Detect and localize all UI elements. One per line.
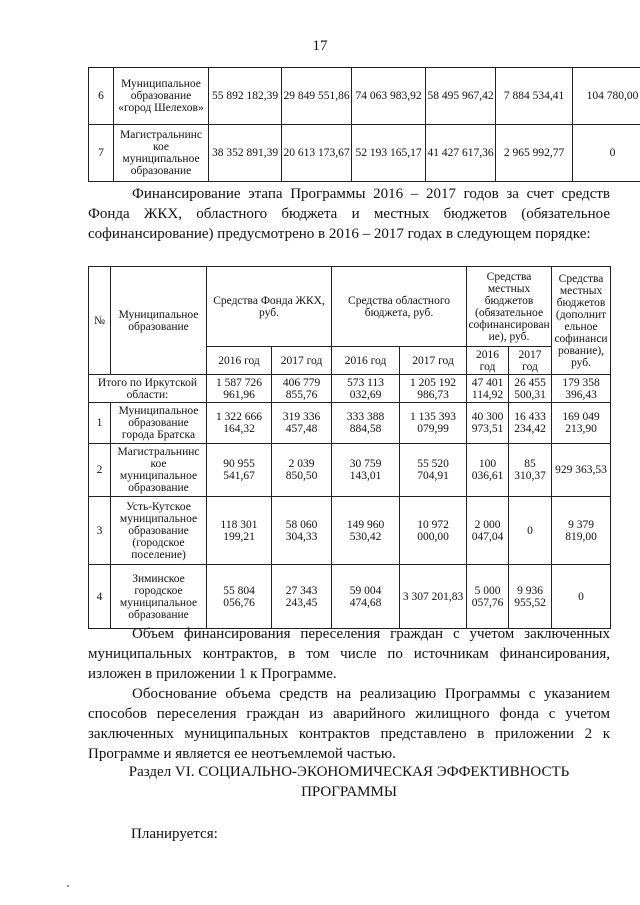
row-value: 74 063 983,92 [352,68,426,125]
total-label: Итого по Иркутской области: [89,375,207,403]
total-value: 1 587 726 961,96 [207,375,272,403]
row-value: 58 495 967,42 [426,68,496,125]
header-regional-2017: 2017 год [400,347,467,375]
row-municipality: Муниципальное образование города Братска [111,403,207,444]
row-number: 4 [89,565,111,629]
row-number: 2 [89,444,111,497]
total-value: 179 358 396,43 [552,375,611,403]
row-municipality: Магистральнинс кое муниципальное образование [114,125,209,182]
row-value: 319 336 457,48 [272,403,332,444]
row-value: 0 [509,497,552,565]
row-number: 1 [89,403,111,444]
header-regional: Средства областного бюджета, руб. [332,267,467,347]
header-num: № [89,267,111,375]
row-value: 2 000 047,04 [467,497,509,565]
header-local-2017: 2017 год [509,347,552,375]
header-fund-2016: 2016 год [207,347,272,375]
row-value: 149 960 530,42 [332,497,400,565]
header-municipality: Муниципальное образование [111,267,207,375]
row-value: 929 363,53 [552,444,611,497]
row-value: 118 301 199,21 [207,497,272,565]
row-value: 5 000 057,76 [467,565,509,629]
header-local-mandatory: Средства местных бюджетов (обязательное софинансирован ие), руб. [467,267,552,347]
row-value: 38 352 891,39 [209,125,282,182]
total-row [89,375,611,403]
row-value: 90 955 541,67 [207,444,272,497]
section-title: Раздел VI. СОЦИАЛЬНО-ЭКОНОМИЧЕСКАЯ ЭФФЕКТИВНОСТЬ ПРОГРАММЫ [128,764,570,800]
row-value: 9 379 819,00 [552,497,611,565]
row-value: 55 892 182,39 [209,68,282,125]
row-value: 1 322 666 164,32 [207,403,272,444]
row-value: 10 972 000,00 [400,497,467,565]
row-value: 30 759 143,01 [332,444,400,497]
row-value: 104 780,00 [573,68,640,125]
table-row [89,565,611,629]
scan-mark [67,885,69,887]
row-value: 59 004 474,68 [332,565,400,629]
financing-table [88,266,611,629]
continuation-table [88,67,640,182]
row-value: 40 300 973,51 [467,403,509,444]
justification-paragraph: Обоснование объема средств на реализацию Программы с указанием способов переселения граждан из аварийного жилищного фонда с учетом заключенных муниципальных контрактов представлено в приложении 2 к Программе и является ее неотъемлемой частью. [88,686,610,762]
table-row [89,497,611,565]
row-municipality: Усть-Кутское муниципальное образование (городское поселение) [111,497,207,565]
row-value: 0 [552,565,611,629]
table-row [89,444,611,497]
row-value: 41 427 617,36 [426,125,496,182]
header-regional-2016: 2016 год [332,347,400,375]
row-value: 3 307 201,83 [400,565,467,629]
row-value: 2 965 992,77 [496,125,573,182]
row-municipality: Зиминское городское муниципальное образование [111,565,207,629]
row-value: 16 433 234,42 [509,403,552,444]
total-value: 1 205 192 986,73 [400,375,467,403]
header-local-extra: Средства местных бюджетов (дополнит ельное софинанси рование), руб. [552,267,611,375]
table-row [89,125,640,182]
row-value: 169 049 213,90 [552,403,611,444]
row-value: 0 [573,125,640,182]
total-value: 573 113 032,69 [332,375,400,403]
row-municipality: Муниципальное образование «город Шелехов» [114,68,209,125]
row-number: 6 [89,68,114,125]
page-number: 17 [312,38,328,54]
header-fund-2017: 2017 год [272,347,332,375]
row-value: 333 388 884,58 [332,403,400,444]
row-value: 58 060 304,33 [272,497,332,565]
row-municipality: Магистральнинс кое муниципальное образование [111,444,207,497]
row-value: 29 849 551,86 [282,68,352,125]
table-row [89,68,640,125]
row-value: 27 343 243,45 [272,565,332,629]
total-value: 47 401 114,92 [467,375,509,403]
row-value: 7 884 534,41 [496,68,573,125]
row-value: 55 520 704,91 [400,444,467,497]
row-value: 52 193 165,17 [352,125,426,182]
row-number: 3 [89,497,111,565]
row-number: 7 [89,125,114,182]
total-value: 406 779 855,76 [272,375,332,403]
financing-paragraph: Финансирование этапа Программы 2016 – 2017 годов за счет средств Фонда ЖКХ, областного бюджета и местных бюджетов (обязательное софинансирование) предусмотрено в 2016 – 2017 годах в следующем порядке: [88,186,610,242]
header-local-2016: 2016 год [467,347,509,375]
row-value: 100 036,61 [467,444,509,497]
table-row [89,403,611,444]
row-value: 1 135 393 079,99 [400,403,467,444]
row-value: 9 936 955,52 [509,565,552,629]
plan-text: Планируется: [131,826,218,842]
total-value: 26 455 500,31 [509,375,552,403]
header-fund: Средства Фонда ЖКХ, руб. [207,267,332,347]
row-value: 20 613 173,67 [282,125,352,182]
row-value: 85 310,37 [509,444,552,497]
row-value: 2 039 850,50 [272,444,332,497]
contracts-paragraph: Объем финансирования переселения граждан с учетом заключенных муниципальных контрактов, в том числе по источникам финансирования, изложен в приложении 1 к Программе. [88,626,610,682]
row-value: 55 804 056,76 [207,565,272,629]
